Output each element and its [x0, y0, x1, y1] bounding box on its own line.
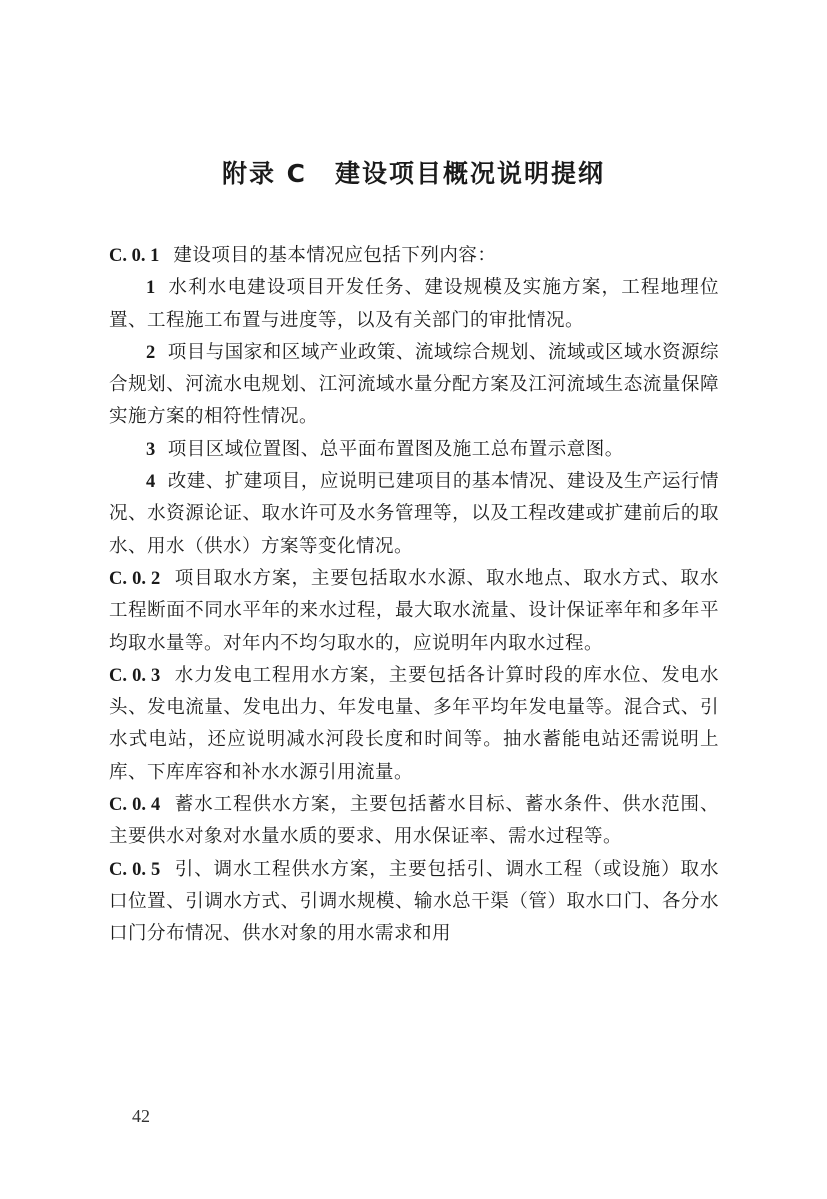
list-item	[109, 337, 719, 434]
page-number: 42	[132, 1106, 150, 1126]
clause-c-0-3	[109, 660, 719, 789]
clause-c-0-2	[109, 563, 719, 660]
clause-text: 水力发电工程用水方案，主要包括各计算时段的库水位、发电水头、发电流量、发电出力、年发电量、多年平均年发电量等。混合式、引水式电站，还应说明减水河段长度和时间等。抽水蓄能电站还需说明上库、下库库容和补水水源引用流量。	[109, 664, 719, 783]
item-number: 2	[146, 342, 156, 363]
clause-text: 建设项目的基本情况应包括下列内容：	[173, 245, 497, 266]
clause-number: C. 0. 4	[109, 795, 161, 816]
appendix-label: 附录 C	[221, 159, 308, 188]
clause-c-0-5	[109, 854, 719, 951]
item-number: 1	[146, 278, 156, 299]
list-item	[109, 272, 719, 337]
clause-number: C. 0. 2	[109, 568, 161, 589]
item-text: 项目区域位置图、总平面布置图及施工总布置示意图。	[167, 438, 624, 460]
item-number: 3	[146, 439, 156, 460]
list-item	[109, 466, 719, 563]
list-item	[109, 434, 719, 466]
appendix-title	[0, 156, 827, 192]
clause-c-0-1	[109, 240, 719, 272]
clause-number: C. 0. 3	[109, 665, 161, 686]
clause-text: 引、调水工程供水方案，主要包括引、调水工程（或设施）取水口位置、引调水方式、引调水规模、输水总干渠（管）取水口门、各分水口门分布情况、供水对象的用水需求和用	[109, 858, 719, 945]
clause-c-0-4	[109, 789, 719, 854]
item-number: 4	[146, 472, 156, 493]
item-text: 改建、扩建项目，应说明已建项目的基本情况、建设及生产运行情况、水资源论证、取水许可及水务管理等，以及工程改建或扩建前后的取水、用水（供水）方案等变化情况。	[109, 471, 719, 557]
appendix-title-text: 建设项目概况说明提纲	[335, 159, 606, 188]
item-text: 项目与国家和区域产业政策、流域综合规划、流域或区域水资源综合规划、河流水电规划、江河流域水量分配方案及江河流域生态流量保障实施方案的相符性情况。	[109, 341, 719, 428]
document-body	[109, 240, 719, 951]
item-text: 水利水电建设项目开发任务、建设规模及实施方案，工程地理位置、工程施工布置与进度等，以及有关部门的审批情况。	[109, 277, 719, 331]
clause-text: 项目取水方案，主要包括取水水源、取水地点、取水方式、取水工程断面不同水平年的来水过程，最大取水流量、设计保证率年和多年平均取水量等。对年内不均匀取水的，应说明年内取水过程。	[109, 567, 719, 654]
clause-text: 蓄水工程供水方案，主要包括蓄水目标、蓄水条件、供水范围、主要供水对象对水量水质的要求、用水保证率、需水过程等。	[109, 794, 719, 848]
clause-number: C. 0. 1	[109, 246, 160, 266]
clause-number: C. 0. 5	[109, 859, 161, 880]
